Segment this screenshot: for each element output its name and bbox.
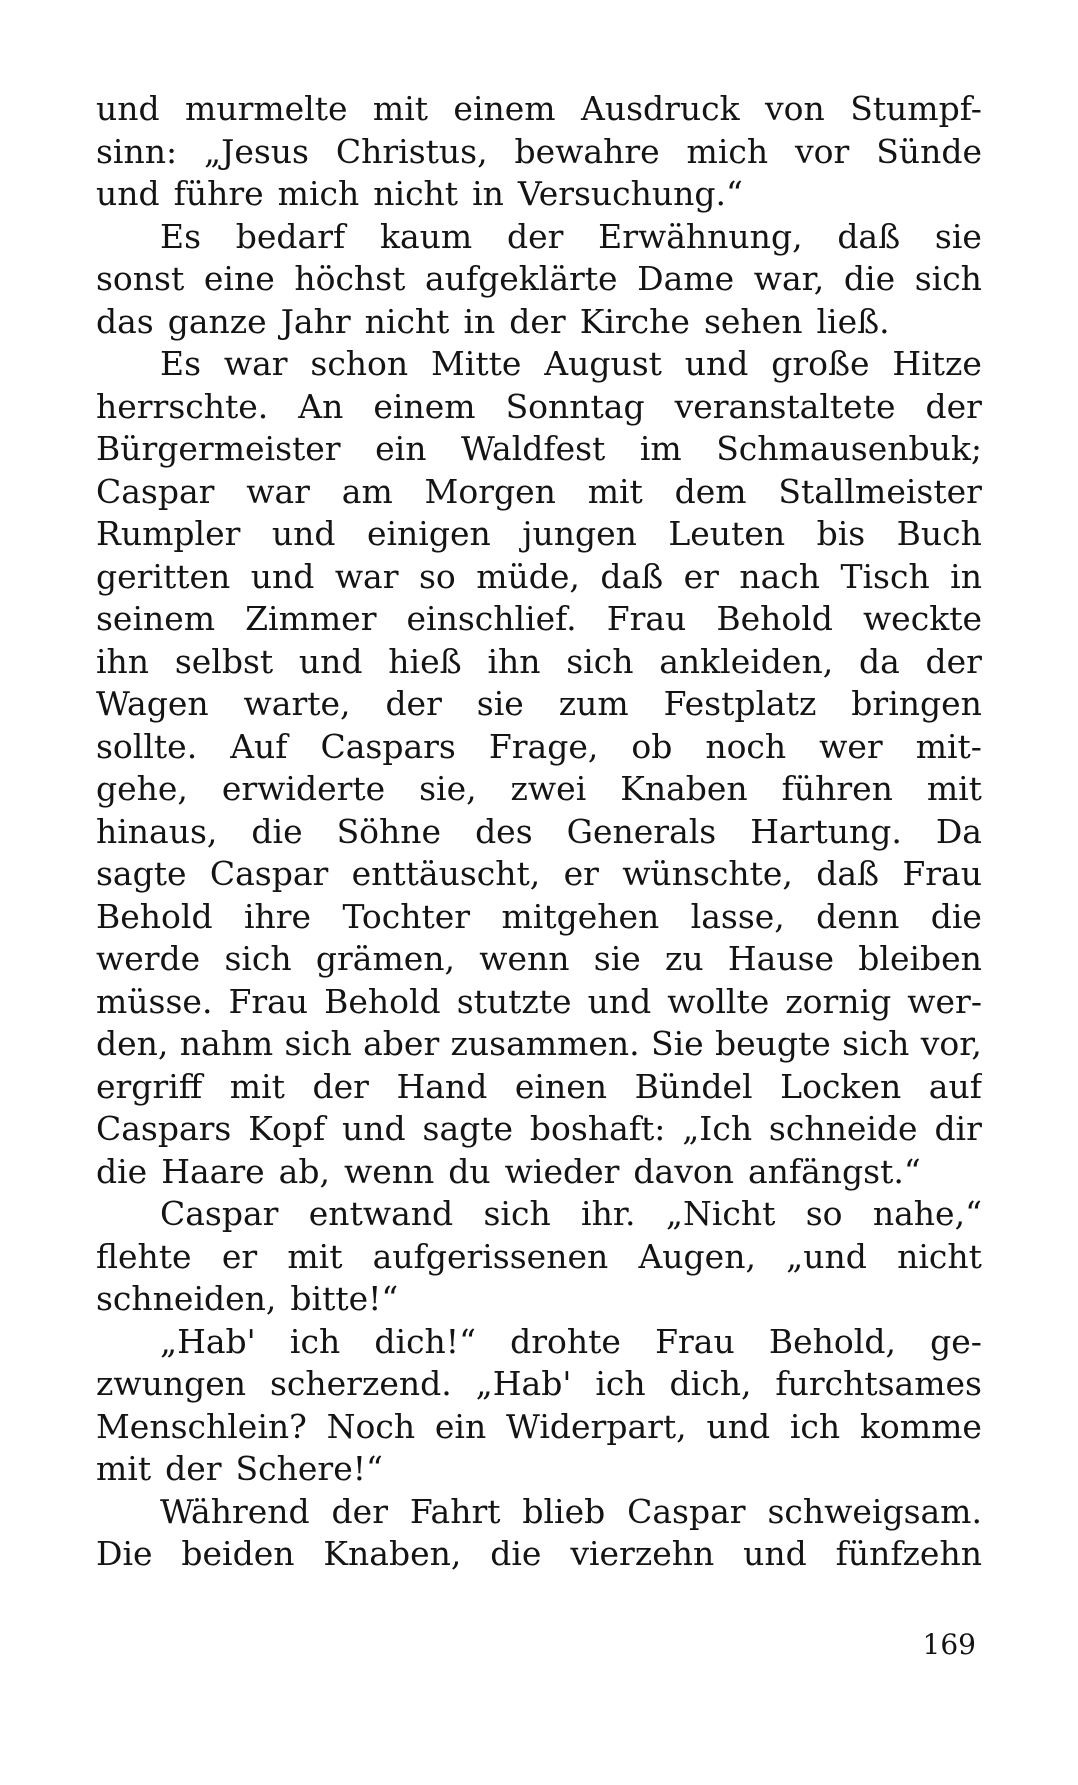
text-line: ergriff mit der Hand einen Bündel Locken auf	[96, 1066, 982, 1106]
text-line: Caspars Kopf und sagte boshaft: „Ich schneide dir	[96, 1109, 982, 1148]
text-line: den, nahm sich aber zusammen. Sie beugte sich vor,	[96, 1024, 982, 1063]
text-line: flehte er mit aufgerissenen Augen, „und nicht	[96, 1236, 982, 1276]
text-line: „Hab' ich dich!“ drohte Frau Behold, ge-	[160, 1321, 982, 1361]
text-line: herrschte. An einem Sonntag veranstaltete der	[96, 386, 982, 426]
text-line: Bürgermeister ein Waldfest im Schmausenbuk;	[96, 429, 982, 468]
text-line: zwungen scherzend. „Hab' ich dich, furchtsames	[96, 1364, 982, 1403]
body-text	[96, 88, 982, 1576]
text-line: ihn selbst und hieß ihn sich ankleiden, da der	[96, 641, 982, 681]
text-line: sollte. Auf Caspars Frage, ob noch wer mit-	[96, 726, 982, 766]
text-line: werde sich grämen, wenn sie zu Hause bleiben	[96, 939, 982, 978]
text-line: Caspar war am Morgen mit dem Stallmeister	[96, 471, 982, 511]
text-line: Es bedarf kaum der Erwähnung, daß sie	[160, 216, 982, 256]
text-line: sinn: „Jesus Christus, bewahre mich vor Sünde	[96, 131, 982, 171]
text-line: Menschlein? Noch ein Widerpart, und ich komme	[96, 1406, 982, 1446]
page-number: 169	[922, 1628, 976, 1661]
text-line: Während der Fahrt blieb Caspar schweigsam.	[160, 1491, 982, 1531]
text-line: geritten und war so müde, daß er nach Tisch in	[96, 556, 982, 596]
text-line: und führe mich nicht in Versuchung.“	[96, 174, 743, 213]
text-line: sonst eine höchst aufgeklärte Dame war, die sich	[96, 259, 982, 298]
text-line: Die beiden Knaben, die vierzehn und fünfzehn	[96, 1534, 982, 1573]
text-line: schneiden, bitte!“	[96, 1279, 399, 1318]
text-line: und murmelte mit einem Ausdruck von Stumpf-	[96, 89, 982, 128]
text-line: hinaus, die Söhne des Generals Hartung. Da	[96, 811, 982, 851]
text-line: sagte Caspar enttäuscht, er wünschte, daß Frau	[96, 854, 982, 893]
text-line: Es war schon Mitte August und große Hitze	[160, 344, 982, 383]
text-line: Behold ihre Tochter mitgehen lasse, denn die	[96, 896, 982, 936]
text-line: müsse. Frau Behold stutzte und wollte zornig wer-	[96, 981, 982, 1021]
text-line: Wagen warte, der sie zum Festplatz bringen	[96, 684, 982, 723]
text-line: gehe, erwiderte sie, zwei Knaben führen mit	[96, 769, 982, 808]
text-line: Rumpler und einigen jungen Leuten bis Buch	[96, 514, 982, 553]
text-line: die Haare ab, wenn du wieder davon anfängst.“	[96, 1151, 921, 1191]
text-line: seinem Zimmer einschlief. Frau Behold weckte	[96, 599, 982, 638]
text-line: Caspar entwand sich ihr. „Nicht so nahe,“	[160, 1194, 982, 1233]
text-line: das ganze Jahr nicht in der Kirche sehen ließ.	[96, 301, 890, 341]
text-line: mit der Schere!“	[96, 1449, 383, 1488]
